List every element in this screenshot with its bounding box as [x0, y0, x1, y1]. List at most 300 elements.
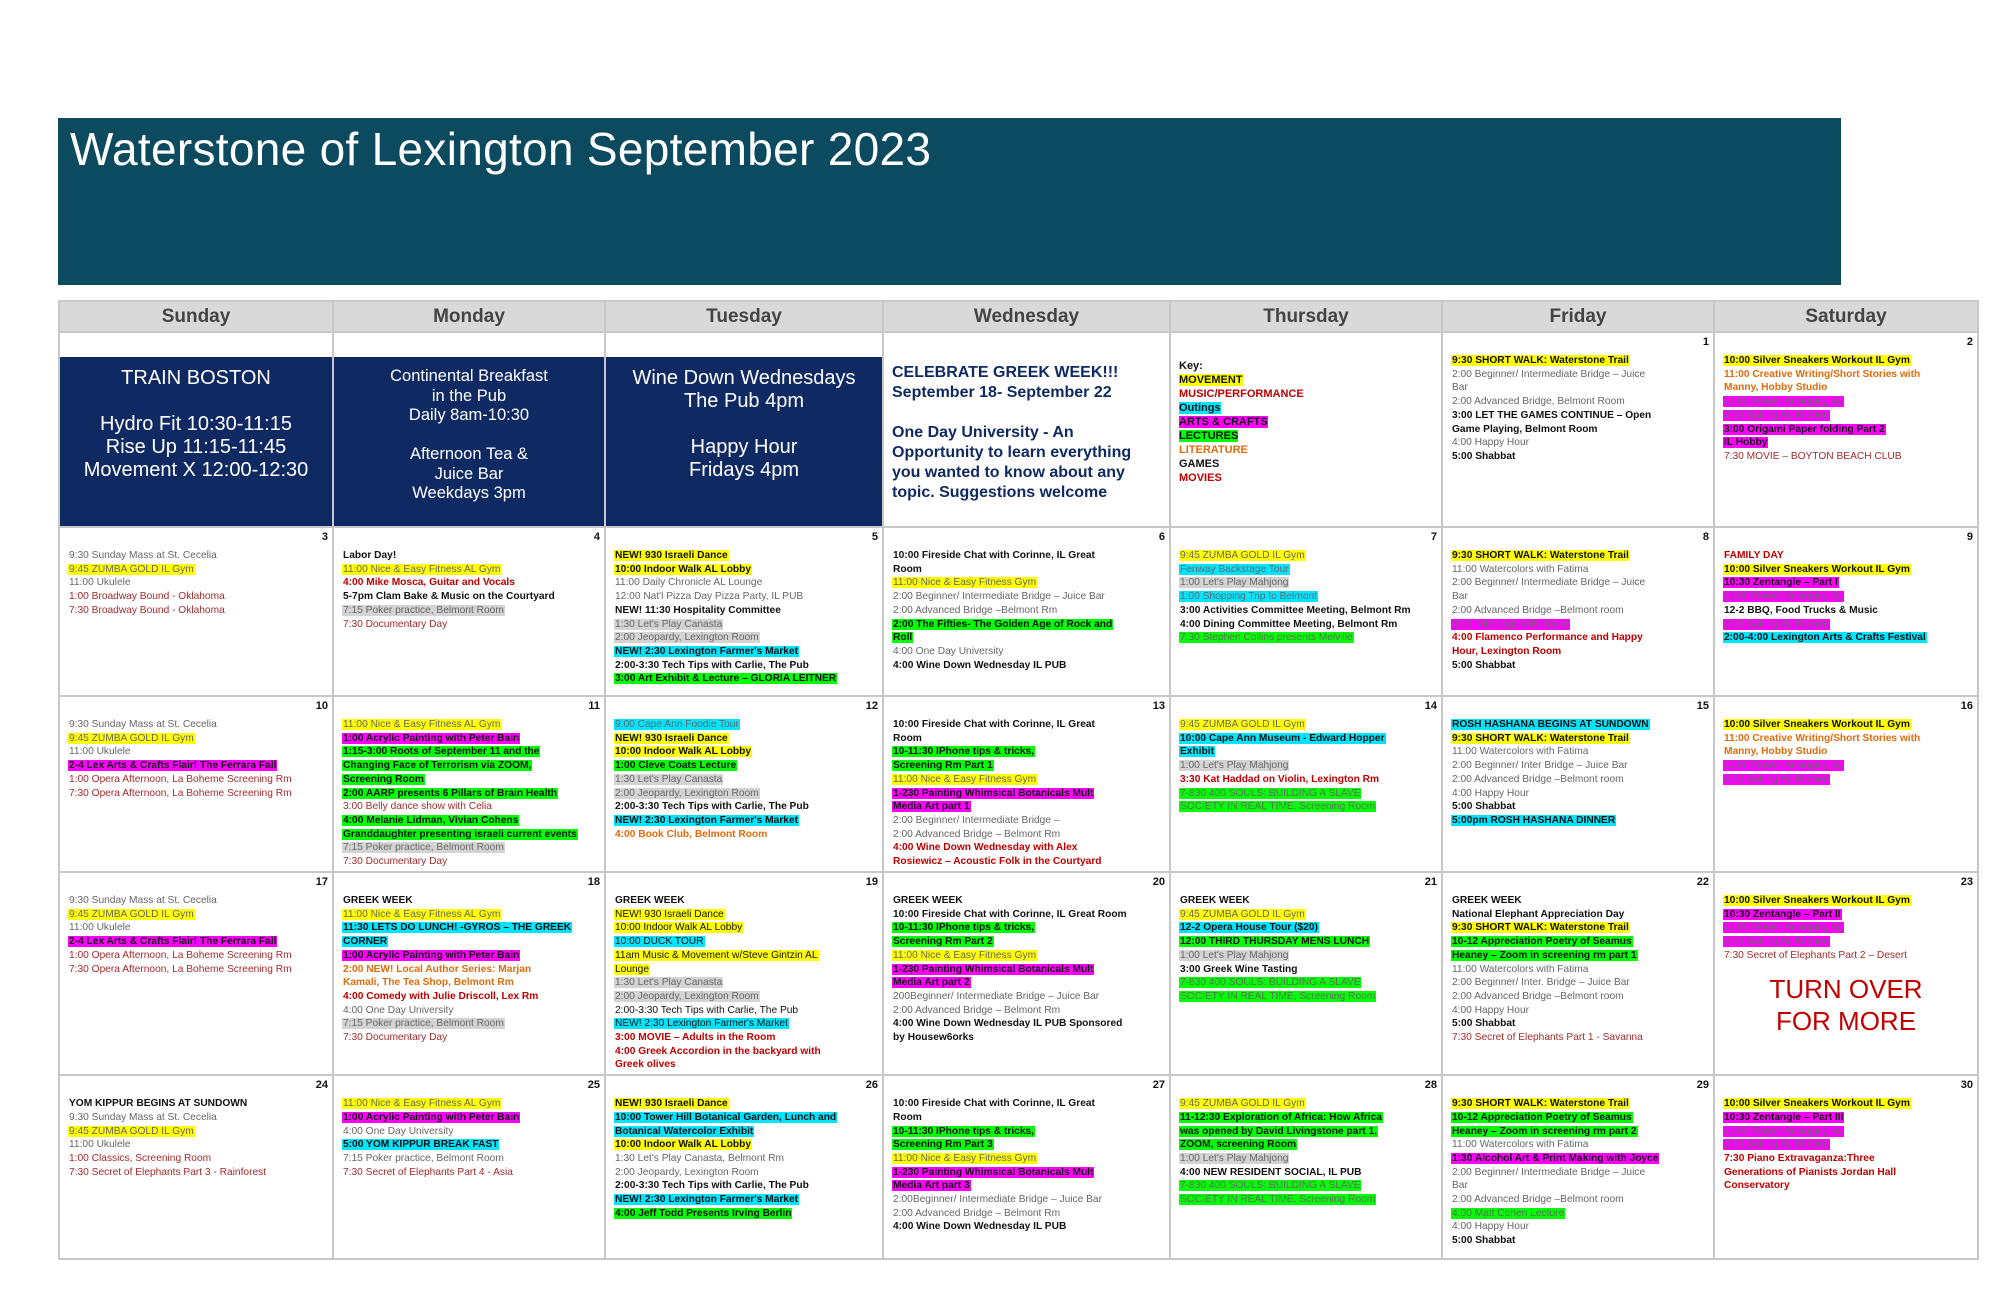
- event-text: 7:30 Secret of Elephants Part 1 - Savanna: [1452, 1032, 1643, 1044]
- event-item: [1451, 381, 1707, 395]
- event-item: [1451, 773, 1707, 787]
- event-text: 2:00-4:00 Lexington Arts & Crafts Festival: [1724, 632, 1926, 644]
- event-item: [892, 1004, 1163, 1018]
- event-text: 11:00 Watercolors with Fatima: [1452, 746, 1589, 758]
- day-21: [1171, 873, 1441, 1074]
- event-text: 4:00 Happy Hour: [1452, 787, 1530, 799]
- event-item: [342, 549, 598, 563]
- event-item: [342, 1004, 598, 1018]
- event-text: Rosiewicz – Acoustic Folk in the Courtyard: [893, 856, 1102, 868]
- event-text: 4:00 Wine Down Wednesday IL PUB: [893, 659, 1067, 671]
- event-text: 10:30 Zentangle – Part II: [1724, 908, 1841, 920]
- day-number: 22: [1696, 876, 1709, 888]
- event-text: Screening Rm Part 3: [893, 1139, 993, 1151]
- event-item: [342, 841, 598, 855]
- event-item: [614, 590, 876, 604]
- event-list: [1443, 1076, 1713, 1250]
- day-19: [606, 873, 882, 1074]
- event-item: [1179, 976, 1435, 990]
- event-text: 2-4 Lex Arts & Crafts Flair! The Ferrara Fall: [69, 936, 277, 948]
- event-item: [614, 1017, 876, 1031]
- event-text: Changing Face of Terrorism via ZOOM,: [343, 760, 532, 772]
- day-27: [884, 1076, 1169, 1258]
- event-item: [1723, 773, 1971, 787]
- event-item: [1451, 759, 1707, 773]
- event-item: [1179, 1179, 1435, 1193]
- event-item: [892, 787, 1163, 801]
- event-text: 4:00 One Day University: [893, 645, 1004, 657]
- event-item: [1179, 631, 1435, 645]
- day-9: [1715, 528, 1977, 695]
- event-item: [614, 659, 876, 673]
- event-item: [342, 908, 598, 922]
- event-text: 1:00 Opera Afternoon, La Boheme Screening Rm: [69, 773, 292, 785]
- event-item: [1179, 949, 1435, 963]
- day-number: 12: [865, 700, 878, 712]
- event-text: Bar: [1452, 382, 1468, 394]
- event-item: [1451, 963, 1707, 977]
- event-text: 2:00 Jeopardy, Lexington Room: [615, 990, 759, 1002]
- event-text: 2:00 Beginner/ Inter. Bridge – Juice Bar: [1452, 977, 1630, 989]
- event-list: [1443, 333, 1713, 466]
- event-text: 2:00 Advanced Bridge – Belmont Rm: [893, 1004, 1061, 1016]
- event-text: 2:00 Jeopardy, Lexington Room: [615, 1166, 759, 1178]
- event-text: 10-12 Appreciation Poetry of Seamus: [1452, 1111, 1632, 1123]
- event-text: 4:00 Happy Hour: [1452, 1004, 1530, 1016]
- event-text: 12:00 THIRD THURSDAY MENS LUNCH: [1180, 936, 1370, 948]
- day-number: 29: [1696, 1079, 1709, 1092]
- event-text: 7:30 Documentary Day: [343, 856, 448, 868]
- day-cell: [883, 1075, 1170, 1259]
- event-text: 2:00 Jeopardy, Lexington Room: [615, 632, 759, 644]
- event-text: 12-2 BBQ, Food Trucks & Music: [1724, 604, 1878, 616]
- event-text: 2:00 Beginner/ Intermediate Bridge – Juice Bar: [893, 591, 1105, 603]
- event-text: NEW! 930 Israeli Dance: [615, 908, 724, 920]
- event-text: 4:00 Wine Down Wednesday with Alex: [893, 842, 1078, 854]
- event-item: [892, 800, 1163, 814]
- event-item: [1723, 395, 1971, 409]
- event-item: [1451, 368, 1707, 382]
- greek-line: Opportunity to learn everything: [892, 444, 1132, 461]
- event-list: [60, 873, 332, 978]
- event-text: 3:00 Tote bags with Joyce: [1452, 618, 1570, 630]
- key-cell: [1170, 332, 1442, 527]
- event-item: [614, 990, 876, 1004]
- event-item: [1451, 787, 1707, 801]
- day-26: [606, 1076, 882, 1258]
- event-text: 11:00 Flower Arranging AL: [1724, 396, 1844, 408]
- event-item: [342, 894, 598, 908]
- event-text: 4:00 Wine Down Wednesday IL PUB Sponsored: [893, 1018, 1123, 1030]
- event-text: 11:00 Nice & Easy Fitness AL Gym: [343, 1098, 501, 1110]
- event-text: 4:00 Mike Mosca, Guitar and Vocals: [343, 577, 515, 589]
- event-item: [1723, 549, 1971, 563]
- event-text: 4:00 One Day University: [343, 1004, 454, 1016]
- event-text: 1:30 Let's Play Canasta: [615, 773, 723, 785]
- day-25: [334, 1076, 604, 1258]
- day-number: 1: [1702, 336, 1709, 348]
- event-text: 11:00 Flower Arranging AL: [1724, 1125, 1844, 1137]
- event-text: 3:00 Activities Committee Meeting, Belmont Rm: [1180, 604, 1411, 616]
- event-item: [1451, 409, 1707, 423]
- event-text: 9:45 ZUMBA GOLD IL Gym: [69, 563, 194, 575]
- event-item: [1451, 1125, 1707, 1139]
- week-row-3: [59, 696, 1978, 872]
- event-item: [614, 672, 876, 686]
- event-text: 1:00 Opera Afternoon, La Boheme Screening Rm: [69, 949, 292, 961]
- event-text: 5:00 Shabbat: [1452, 1235, 1516, 1247]
- event-text: 2:00 Beginner/ Intermediate Bridge – Juice: [1452, 577, 1646, 589]
- event-text: 1:15-3:00 Roots of September 11 and the: [343, 746, 540, 758]
- event-text: 5-7pm Clam Bake & Music on the Courtyard: [343, 591, 555, 603]
- day-29: [1443, 1076, 1713, 1258]
- event-text: 4:00 NEW RESIDENT SOCIAL, IL PUB: [1180, 1166, 1362, 1178]
- event-item: [68, 1125, 326, 1139]
- event-text: 11:00 Creative Writing/Short Stories with: [1724, 368, 1921, 380]
- event-item: [342, 1125, 598, 1139]
- event-text: 11:00 Ukulele: [69, 1139, 131, 1151]
- event-item: [68, 563, 326, 577]
- day-28: [1171, 1076, 1441, 1258]
- day-1: [1443, 333, 1713, 526]
- day-cell: [605, 1075, 883, 1259]
- event-text: 11am Music & Movement w/Steve Gintzin AL: [615, 949, 818, 961]
- event-item: [1451, 590, 1707, 604]
- event-item: [1179, 718, 1435, 732]
- event-list: [606, 697, 882, 843]
- day-cell: [883, 696, 1170, 872]
- event-item: [1451, 1097, 1707, 1111]
- event-item: [1179, 563, 1435, 577]
- event-item: [1179, 732, 1435, 746]
- event-item: [614, 921, 876, 935]
- event-item: [892, 631, 1163, 645]
- event-item: [1451, 604, 1707, 618]
- event-text: 12:00 Nat'l Pizza Day Pizza Party, IL PUB: [615, 591, 804, 603]
- key-music: MUSIC/PERFORMANCE: [1179, 388, 1304, 400]
- event-text: 10:30 Zentangle – Part III: [1724, 1111, 1844, 1123]
- day-3: [60, 528, 332, 695]
- event-item: [1723, 576, 1971, 590]
- event-item: [1451, 645, 1707, 659]
- day-cell: [883, 527, 1170, 696]
- event-item: [892, 894, 1163, 908]
- day-24: [60, 1076, 332, 1258]
- event-text: Bar: [1452, 1180, 1468, 1192]
- day-23: [1715, 873, 1977, 1074]
- event-item: [1451, 354, 1707, 368]
- event-item: [1451, 631, 1707, 645]
- day-10: [60, 697, 332, 871]
- calendar-banner: [58, 118, 1841, 285]
- event-item: [892, 841, 1163, 855]
- event-text: Manny, Hobby Studio: [1724, 382, 1828, 394]
- event-text: 7:15 Poker practice, Belmont Room: [343, 1018, 504, 1030]
- event-item: [1179, 908, 1435, 922]
- day-cell: [59, 527, 333, 696]
- event-text: NEW! 930 Israeli Dance: [615, 1098, 728, 1110]
- event-text: Room: [893, 563, 922, 575]
- event-item: [1179, 604, 1435, 618]
- event-text: 4:00 Book Club, Belmont Room: [615, 828, 768, 840]
- event-item: [614, 1111, 876, 1125]
- event-list: [1715, 528, 1977, 647]
- promo-breakfast: [334, 357, 604, 526]
- event-text: 7:30 Secret of Elephants Part 4 - Asia: [343, 1166, 513, 1178]
- event-text: 10:00 Indoor Walk AL Lobby: [615, 746, 752, 758]
- weekday-monday: Monday: [333, 301, 605, 332]
- event-text: 11:00 Nice & Easy Fitness Gym: [893, 773, 1037, 785]
- event-item: [892, 1193, 1163, 1207]
- event-text: 2:00 Advanced Bridge –Belmont Rm: [893, 604, 1058, 616]
- event-item: [1179, 1097, 1435, 1111]
- event-text: 10:00 Fireside Chat with Corinne, IL Great: [893, 1098, 1095, 1110]
- event-item: [1723, 354, 1971, 368]
- event-text: Screening Rm Part 2: [893, 936, 993, 948]
- event-item: [892, 590, 1163, 604]
- event-item: [614, 718, 876, 732]
- week-row-5: [59, 1075, 1978, 1259]
- event-item: [1179, 935, 1435, 949]
- event-item: [892, 921, 1163, 935]
- promo-line: Weekdays 3pm: [412, 484, 526, 502]
- event-list: [60, 697, 332, 802]
- event-text: 2:00 Advanced Bridge, Belmont Room: [1452, 396, 1625, 408]
- event-text: 1:00 Let's Play Mahjong: [1180, 1152, 1289, 1164]
- day-number: 7: [1430, 531, 1437, 543]
- event-text: Media Art part 2: [893, 977, 970, 989]
- event-text: 9:45 ZUMBA GOLD IL Gym: [1180, 1098, 1305, 1110]
- event-text: 10:30 Zentangle – Part I: [1724, 577, 1838, 589]
- promo-line: Movement X 12:00-12:30: [83, 459, 309, 481]
- event-item: [614, 963, 876, 977]
- event-text: 5:00 YOM KIPPUR BREAK FAST: [343, 1139, 499, 1151]
- event-item: [892, 828, 1163, 842]
- event-item: [342, 618, 598, 632]
- event-item: [1723, 1138, 1971, 1152]
- event-text: NEW! 2:30 Lexington Farmer's Market: [615, 814, 799, 826]
- event-item: [1723, 1179, 1971, 1193]
- event-item: [892, 976, 1163, 990]
- event-item: [1179, 787, 1435, 801]
- event-item: [614, 549, 876, 563]
- event-text: 11:00 Ukulele: [69, 577, 131, 589]
- key-games: GAMES: [1179, 458, 1220, 470]
- event-item: [892, 1017, 1163, 1031]
- event-item: [1723, 1152, 1971, 1166]
- greek-line: you wanted to know about any: [892, 464, 1125, 481]
- event-text: 2:00 Baking AL Kitchen: [1724, 1139, 1829, 1151]
- day-cell: [605, 696, 883, 872]
- event-text: 10:00 Tower Hill Botanical Garden, Lunch and: [615, 1111, 837, 1123]
- key-literature: LITERATURE: [1179, 444, 1248, 456]
- event-item: [68, 745, 326, 759]
- key-arts: [1179, 415, 1433, 429]
- event-text: 2:00 Beginner/ Intermediate Bridge – Juice: [1452, 368, 1646, 380]
- day-cell: [333, 696, 605, 872]
- event-text: 1:00 Shopping Trip to Belmont: [1180, 591, 1318, 603]
- event-text: 12-2 Opera House Tour ($20): [1180, 922, 1318, 934]
- event-item: [1179, 759, 1435, 773]
- event-item: [1723, 409, 1971, 423]
- event-list: [1715, 873, 1977, 965]
- day-cell: [1714, 527, 1978, 696]
- event-text: SOCIETY IN REAL TIME, Screening Room: [1180, 801, 1376, 813]
- event-text: 7:30 Documentary Day: [343, 1032, 448, 1044]
- event-item: [614, 814, 876, 828]
- event-text: 11:00 Daily Chronicle AL Lounge: [615, 577, 763, 589]
- event-text: 1:00 Let's Play Mahjong: [1180, 760, 1289, 772]
- week-row-4: [59, 872, 1978, 1075]
- event-item: [1451, 1004, 1707, 1018]
- event-item: [1179, 921, 1435, 935]
- day-cell: [1714, 332, 1978, 527]
- day-cell: [605, 872, 883, 1075]
- event-text: 2:00 Advanced Bridge –Belmont room: [1452, 604, 1624, 616]
- event-text: Media Art part 3: [893, 1180, 970, 1192]
- event-text: 11:00 Ukulele: [69, 922, 131, 934]
- event-item: [342, 732, 598, 746]
- event-text: 9:45 ZUMBA GOLD IL Gym: [69, 1125, 194, 1137]
- day-number: 10: [315, 700, 328, 712]
- event-item: [68, 1111, 326, 1125]
- weekday-tuesday: Tuesday: [605, 301, 883, 332]
- event-list: [884, 1076, 1169, 1236]
- event-text: 11:00 Watercolors with Fatima: [1452, 563, 1589, 575]
- day-number: 24: [315, 1079, 328, 1092]
- event-item: [614, 1045, 876, 1059]
- event-item: [1179, 745, 1435, 759]
- event-text: 1:30 Let's Play Canasta, Belmont Rm: [615, 1152, 784, 1164]
- weekday-saturday: Saturday: [1714, 301, 1978, 332]
- event-item: [892, 1220, 1163, 1234]
- event-item: [1179, 990, 1435, 1004]
- day-number: 20: [1152, 876, 1165, 888]
- day-number: 6: [1158, 531, 1165, 543]
- day-17: [60, 873, 332, 1074]
- color-key: [1171, 333, 1441, 485]
- day-30: [1715, 1076, 1977, 1258]
- promo-train-boston: [60, 357, 332, 526]
- event-item: [342, 814, 598, 828]
- day-cell: [883, 872, 1170, 1075]
- event-item: [892, 1179, 1163, 1193]
- day-number: 5: [871, 531, 878, 543]
- event-text: 11:00 Ukulele: [69, 746, 131, 758]
- event-list: [884, 697, 1169, 871]
- event-item: [68, 908, 326, 922]
- day-6: [884, 528, 1169, 695]
- event-item: [614, 1179, 876, 1193]
- event-item: [614, 773, 876, 787]
- event-item: [342, 759, 598, 773]
- day-14: [1171, 697, 1441, 871]
- page-title: Waterstone of Lexington September 2023: [70, 123, 932, 175]
- key-label: LECTURES: [1179, 430, 1239, 442]
- day-11: [334, 697, 604, 871]
- day-number: 17: [315, 876, 328, 888]
- day-cell: [333, 872, 605, 1075]
- event-item: [68, 963, 326, 977]
- promo-cell-monday: [333, 332, 605, 527]
- event-text: Screening Rm Part 1: [893, 760, 993, 772]
- event-item: [614, 1004, 876, 1018]
- event-text: 1:00 Classics, Screening Room: [69, 1152, 212, 1164]
- event-item: [1723, 1166, 1971, 1180]
- calendar-grid: [58, 300, 1979, 1260]
- event-item: [68, 576, 326, 590]
- promo-cell-sunday: [59, 332, 333, 527]
- event-item: [68, 1138, 326, 1152]
- day-5: [606, 528, 882, 695]
- day-cell: [1442, 696, 1714, 872]
- day-cell: [1170, 696, 1442, 872]
- event-text: 10:00 Indoor Walk AL Lobby: [615, 1139, 752, 1151]
- event-text: GREEK WEEK: [343, 895, 413, 906]
- event-item: [1451, 718, 1707, 732]
- event-item: [614, 618, 876, 632]
- event-item: [1723, 618, 1971, 632]
- event-text: 2:00 Advanced Bridge –Belmont room: [1452, 1194, 1624, 1206]
- event-list: [606, 528, 882, 688]
- event-text: 9:30 SHORT WALK: Waterstone Trail: [1452, 922, 1629, 934]
- event-item: [1723, 1097, 1971, 1111]
- event-item: [342, 1111, 598, 1125]
- event-text: 10:00 Fireside Chat with Corinne, IL Great: [893, 550, 1095, 561]
- day-number: 26: [865, 1079, 878, 1092]
- event-text: 5:00 Shabbat: [1452, 1018, 1516, 1030]
- day-number: 28: [1424, 1079, 1437, 1092]
- event-item: [614, 800, 876, 814]
- event-item: [1179, 1111, 1435, 1125]
- day-cell: [59, 696, 333, 872]
- event-item: [1451, 549, 1707, 563]
- day-cell: [605, 527, 883, 696]
- event-item: [892, 659, 1163, 673]
- event-text: 9:45 ZUMBA GOLD IL Gym: [69, 732, 194, 744]
- event-text: 3:30 Kat Haddad on Violin, Lexington Rm: [1180, 773, 1380, 785]
- event-text: SOCIETY IN REAL TIME, Screening Room: [1180, 990, 1376, 1002]
- promo-line: TRAIN BOSTON: [121, 367, 271, 389]
- event-item: [342, 590, 598, 604]
- event-item: [1451, 814, 1707, 828]
- day-cell: [1714, 696, 1978, 872]
- event-item: [68, 921, 326, 935]
- event-item: [614, 631, 876, 645]
- event-item: [1723, 759, 1971, 773]
- event-text: 11:00 Watercolors with Fatima: [1452, 963, 1589, 975]
- event-item: [892, 1125, 1163, 1139]
- event-text: 10:00 Silver Sneakers Workout IL Gym: [1724, 1098, 1910, 1110]
- event-text: 10:00 Indoor Walk AL Lobby: [615, 563, 752, 575]
- event-item: [614, 949, 876, 963]
- event-item: [1179, 1125, 1435, 1139]
- promo-cell-tuesday: [605, 332, 883, 527]
- event-item: [1451, 659, 1707, 673]
- event-item: [1451, 921, 1707, 935]
- event-item: [1723, 436, 1971, 450]
- event-text: 7:30 Opera Afternoon, La Boheme Screening Rm: [69, 963, 292, 975]
- event-item: [1451, 436, 1707, 450]
- event-item: [1179, 1152, 1435, 1166]
- event-text: 3:00 MOVIE – Adults in the Room: [615, 1032, 776, 1044]
- event-item: [614, 1166, 876, 1180]
- event-text: 1:30 Let's Play Canasta: [615, 977, 723, 989]
- event-item: [892, 759, 1163, 773]
- event-item: [342, 976, 598, 990]
- key-label: ARTS & CRAFTS: [1179, 416, 1268, 428]
- event-list: [1715, 1076, 1977, 1195]
